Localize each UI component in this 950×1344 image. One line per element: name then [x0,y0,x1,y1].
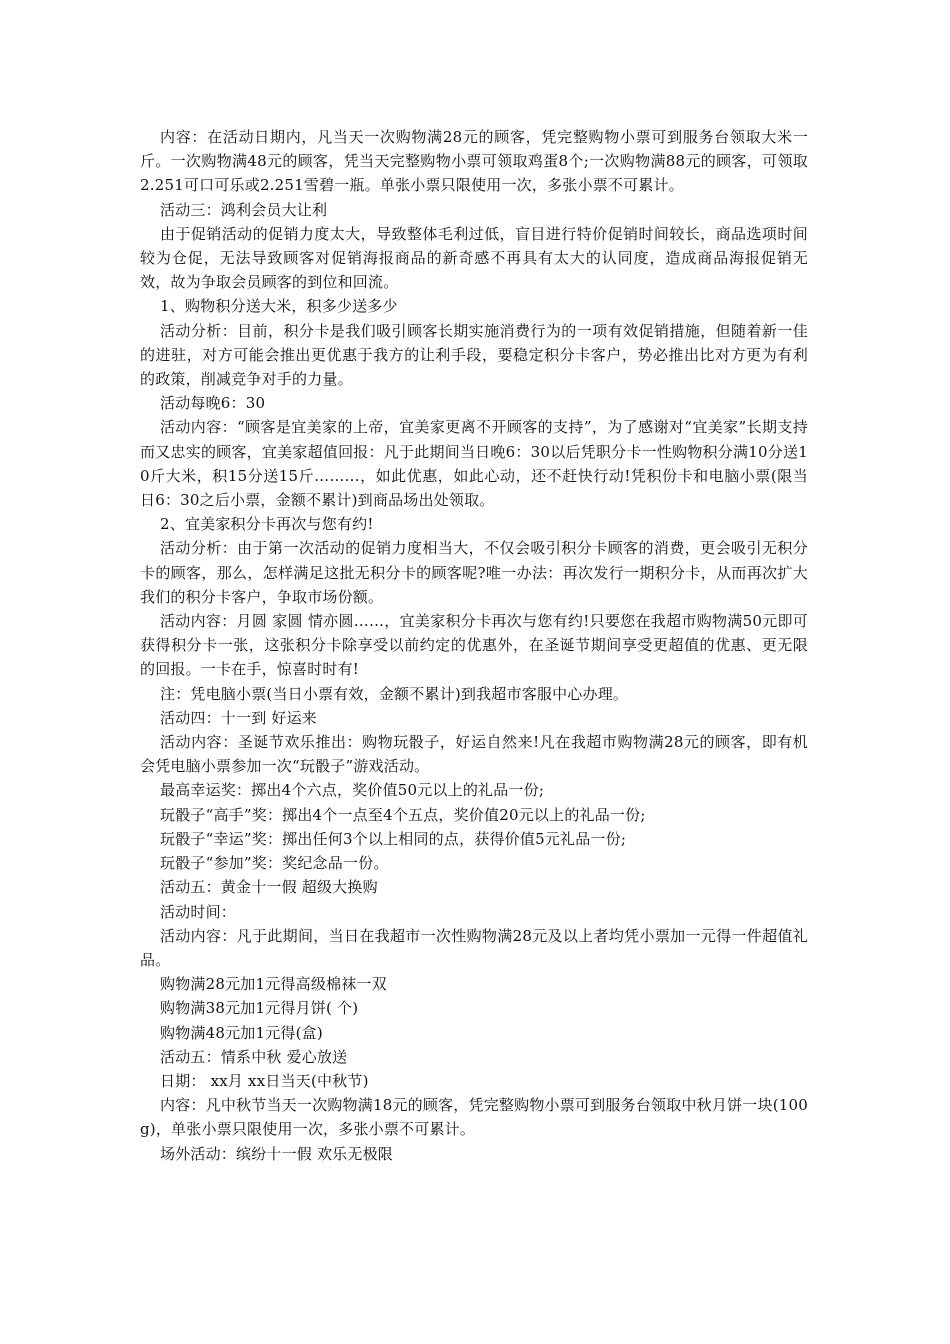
paragraph-2: 活动三：鸿利会员大让利 [160,200,328,219]
paragraph-17: 玩骰子“参加”奖：奖纪念品一份。 [160,854,389,873]
paragraph-22: 购物满38元加1元得月饼( 个) [160,999,359,1018]
paragraph-15: 玩骰子“高手”奖：掷出4个一点至4个五点，奖价值20元以上的礼品一份; [160,805,646,824]
paragraph-26: 内容：凡中秋节当天一次购物满18元的顾客，凭完整购物小票可到服务台领取中秋月饼一块(100g)，单张小票只限使用一次，多张小票不可累计。 [140,1096,808,1139]
paragraph-24: 活动五：情系中秋 爱心放送 [160,1047,348,1066]
paragraph-20: 活动内容：凡于此期间，当日在我超市一次性购物满28元及以上者均凭小票加一元得一件超值礼品。 [140,926,808,969]
paragraph-1: 内容：在活动日期内，凡当天一次购物满28元的顾客，凭完整购物小票可到服务台领取大米一斤。一次购物满48元的顾客，凭当天完整购物小票可领取鸡蛋8个;一次购物满88元的顾客，可领取2.251可口可乐或2.251雪碧一瓶。单张小票只限使用一次，多张小票不可累计。 [140,128,808,195]
paragraph-3: 由于促销活动的促销力度太大，导致整体毛利过低，盲目进行特价促销时间较长，商品选项时间较为仓促，无法导致顾客对促销海报商品的新奇感不再具有太大的认同度，造成商品海报促销无效，故为争取会员顾客的到位和回流。 [140,224,808,292]
paragraph-8: 2、宜美家积分卡再次与您有约! [160,515,374,534]
paragraph-5: 活动分析：目前，积分卡是我们吸引顾客长期实施消费行为的一项有效促销措施，但随着新一佳的进驻，对方可能会推出更优惠于我方的让利手段，要稳定积分卡客户，势必推出比对方更为有利的政策，削减竞争对手的力量。 [140,321,808,389]
paragraph-12: 活动四：十一到 好运来 [160,708,317,727]
paragraph-6: 活动每晚6：30 [160,394,266,413]
paragraph-13: 活动内容：圣诞节欢乐推出：购物玩骰子，好运自然来!凡在我超市购物满28元的顾客，即有机会凭电脑小票参加一次“玩骰子”游戏活动。 [140,733,808,776]
document-body [140,125,808,1166]
paragraph-27: 场外活动：缤纷十一假 欢乐无极限 [160,1144,393,1163]
paragraph-18: 活动五：黄金十一假 超级大换购 [160,878,378,897]
paragraph-7: 活动内容：“顾客是宜美家的上帝，宜美家更离不开顾客的支持”，为了感谢对“宜美家”长期支持而又忠实的顾客，宜美家超值回报：凡于此期间当日晚6：30以后凭职分卡一性购物积分满10分送10斤大米，积15分送15斤………，如此优惠，如此心动，还不赶快行动!凭积份卡和电脑小票(限当日6：30之后小票，金额不累计)到商品场出处领取。 [140,418,808,510]
paragraph-14: 最高幸运奖：掷出4个六点，奖价值50元以上的礼品一份; [160,781,545,800]
paragraph-19: 活动时间： [160,902,237,921]
paragraph-11: 注：凭电脑小票(当日小票有效，金额不累计)到我超市客服中心办理。 [160,684,629,703]
paragraph-23: 购物满48元加1元得(盒) [160,1023,323,1042]
paragraph-9: 活动分析：由于第一次活动的促销力度相当大，不仅会吸引积分卡顾客的消费，更会吸引无积分卡的顾客，那么，怎样满足这批无积分卡的顾客呢?唯一办法：再次发行一期积分卡，从而再次扩大我们的积分卡客户，争取市场份额。 [140,539,808,606]
paragraph-16: 玩骰子“幸运”奖：掷出任何3个以上相同的点，获得价值5元礼品一份; [160,829,627,848]
paragraph-4: 1、购物积分送大米，积多少送多少 [160,297,398,316]
paragraph-10: 活动内容：月圆 家圆 情亦圆……，宜美家积分卡再次与您有约!只要您在我超市购物满50元即可获得积分卡一张，这张积分卡除享受以前约定的优惠外，在圣诞节期间享受更超值的优惠、更无限的回报。一卡在手，惊喜时时有! [140,612,808,679]
paragraph-25: 日期： xx月 xx日当天(中秋节) [160,1071,369,1090]
paragraph-21: 购物满28元加1元得高级棉袜一双 [160,975,387,994]
